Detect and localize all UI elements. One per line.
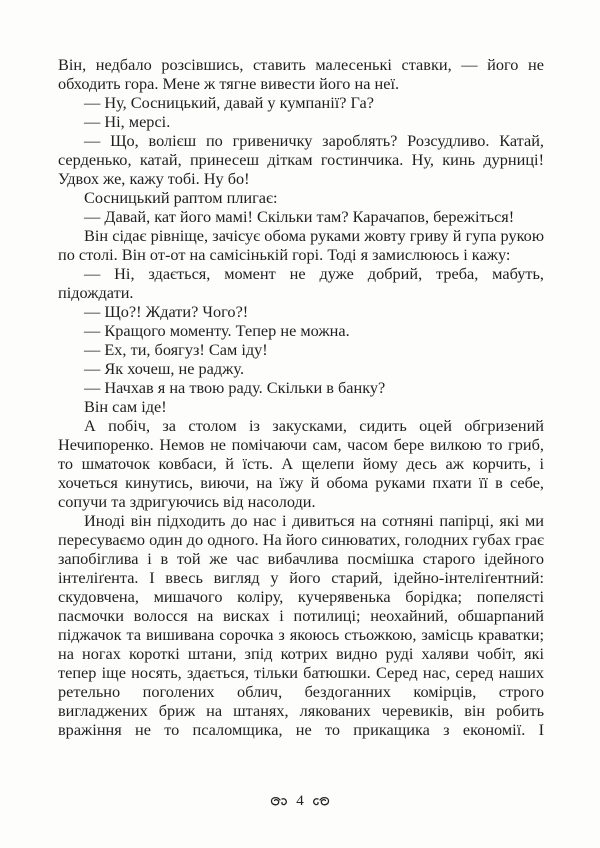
paragraph: Він сам іде!	[84, 397, 167, 416]
paragraph: Сосницький раптом плигає:	[84, 188, 278, 207]
paragraph: Він, недбало розсівшись, ставить малесенькі ставки, — його не обходить гора. Мене ж тягне вивести його на неї.	[58, 55, 544, 93]
page-number: 4	[296, 793, 304, 809]
paragraph: — Що?! Ждати? Чого?!	[84, 302, 249, 321]
paragraph: — Давай, кат його мамі! Скільки там? Карачапов, бережіться!	[84, 207, 515, 226]
paragraph: — Як хочеш, не раджу.	[84, 359, 245, 378]
paragraph: — Ні, мерсі.	[84, 112, 171, 131]
paragraph: Він сідає рівніще, зачісує обома руками жовту гриву й гупа рукою по столі. Він от-от на самісінькій горі. Тоді я замислююсь і кажу:	[58, 226, 544, 264]
paragraph: — Ну, Сосницький, давай у кумпанії? Га?	[84, 93, 375, 112]
paragraph: — Начхав я на твою раду. Скільки в банку?	[84, 378, 386, 397]
paragraph: — Ні, здається, момент не дуже добрий, треба, мабуть, підождати.	[58, 264, 544, 302]
page-footer	[0, 792, 600, 810]
footer-ornament-right-icon	[313, 796, 331, 806]
paragraph: — Що, волієш по гривеничку зароблять? Розсудливо. Катай, серденько, катай, принесеш діткам гостинчика. Ну, кинь дурниці! Удвох же, кажу тобі. Ну бо!	[58, 131, 544, 188]
paragraph: — Кращого моменту. Тепер не можна.	[84, 321, 350, 340]
footer-ornament-left-icon	[269, 796, 287, 806]
paragraph: А побіч, за столом із закусками, сидить оцей обгризений Нечипоренко. Немов не помічаючи сам, часом бере вилкою то гриб, то шматочок ковбаси, й їсть. А щелепи йому десь аж корчить, і хочеться кинутись, виючи, на їжу й обома руками пхати її в себе, сопучи та здригуючись від насолоди.	[58, 416, 544, 511]
page-text	[58, 55, 544, 739]
paragraph: — Ех, ти, боягуз! Сам іду!	[84, 340, 268, 359]
paragraph: Иноді він підходить до нас і дивиться на сотняні папірці, які ми пересуваємо один до одного. На його синюватих, голодних губах грає запобіглива і в той же час вибачлива посмішка старого ідейного інтеліґента. І ввесь вигляд у його старий, ідейно-інтеліґентний: скудовчена, мишачого коліру, кучерявенька борідка; попелясті пасмочки волосся на висках і потилиці; неохайний, обшарпаний піджачок та вишивана сорочка з якоюсь стьожкою, замісць краватки; на ногах короткі штани, зпід котрих видно руді халяви чобіт, які тепер іще носять, здається, тільки батюшки. Серед нас, серед наших ретельно поголених облич, бездоганних комірців, строго вигладжених бриж на штанях, лякованих черевиків, він робить вражіння не то псаломщика, не то прикащика з економії. І	[58, 511, 544, 739]
